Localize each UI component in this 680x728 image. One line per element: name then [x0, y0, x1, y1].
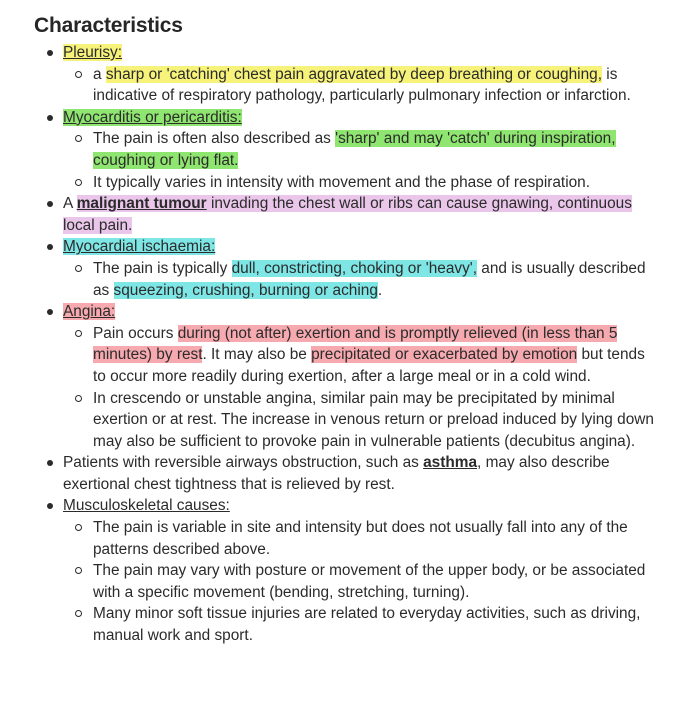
text: .: [377, 281, 383, 299]
highlight-green: 'sharp' and may 'catch' during inspiration, coughing or lying flat.: [93, 130, 616, 169]
highlight-pink: gnawing, continuous local pain.: [63, 195, 632, 234]
sub-item: [63, 172, 658, 194]
sub-item: [63, 323, 658, 388]
sub-item: [63, 64, 658, 107]
page-title: Characteristics: [34, 14, 183, 37]
sub-item: [63, 603, 658, 646]
sub-item: [63, 560, 658, 603]
text: The pain is variable in site and intensity but does not usually fall into any of the patterns described above.: [93, 519, 628, 558]
list-item-myocarditis: [34, 107, 658, 193]
text: It typically varies in intensity with movement and the phase of respiration.: [93, 173, 591, 191]
text: A: [63, 195, 77, 213]
list-item-musculoskeletal: [34, 495, 658, 646]
text: The pain is typically: [93, 259, 232, 277]
list-item-asthma: [34, 452, 658, 495]
text: Patients with reversible airways obstruction, such as: [63, 454, 424, 472]
highlight-cyan: squeezing, crushing, burning or aching: [113, 281, 378, 299]
list-item-ischaemia: [34, 236, 658, 301]
sub-item: [63, 517, 658, 560]
highlight-cyan: dull, constricting, choking or 'heavy',: [231, 259, 477, 277]
sub-item: [63, 258, 658, 301]
highlight-yellow: sharp or 'catching' chest pain aggravated by deep breathing or coughing,: [105, 65, 602, 83]
text: is indicative of respiratory pathology, particularly pulmonary infection or infarction.: [93, 65, 631, 105]
text: The pain is often also described as: [93, 130, 336, 148]
text: and is usually described as: [93, 259, 646, 299]
term-asthma: asthma: [423, 454, 478, 472]
text: In crescendo or unstable angina, similar pain may be precipitated by minimal exertion or at rest. The increase in venous return or preload induced by lying down may also be sufficient to provoke pain in vulnerable patients (decubitus angina).: [93, 389, 654, 450]
sub-item: [63, 388, 658, 453]
sub-item: [63, 128, 658, 171]
list-item-tumour: [34, 193, 658, 236]
list-item-angina: [34, 301, 658, 452]
heading-myocarditis: Myocarditis or pericarditis:: [63, 108, 242, 126]
term-malignant-tumour: malignant tumour: [76, 195, 207, 213]
highlight-red: precipitated or exacerbated by emotion: [311, 346, 578, 364]
text: , may also describe exertional chest tightness that is relieved by rest.: [63, 454, 610, 493]
heading-pleurisy: Pleurisy:: [63, 44, 123, 61]
heading-ischaemia: Myocardial ischaemia:: [63, 238, 216, 256]
heading-musculoskeletal: Musculoskeletal causes:: [63, 497, 230, 515]
characteristics-list: [34, 42, 658, 647]
text: Pain occurs: [93, 324, 178, 342]
text: Many minor soft tissue injuries are related to everyday activities, such as driving, manual work and sport.: [93, 605, 641, 645]
highlight-red: during (not after) exertion and is promptly relieved (in less than 5 minutes) by rest: [93, 324, 618, 364]
highlight-pink: invading the chest wall or ribs can cause: [206, 195, 492, 213]
list-item-pleurisy: [34, 42, 658, 107]
text: . It may also be: [202, 346, 312, 364]
text: but tends to occur more readily during exertion, after a large meal or in a cold wind.: [93, 346, 645, 385]
heading-angina: Angina:: [63, 303, 116, 321]
text: a: [93, 65, 106, 83]
text: The pain may vary with posture or movement of the upper body, or be associated with a specific movement (bending, stretching, turning).: [93, 562, 646, 601]
